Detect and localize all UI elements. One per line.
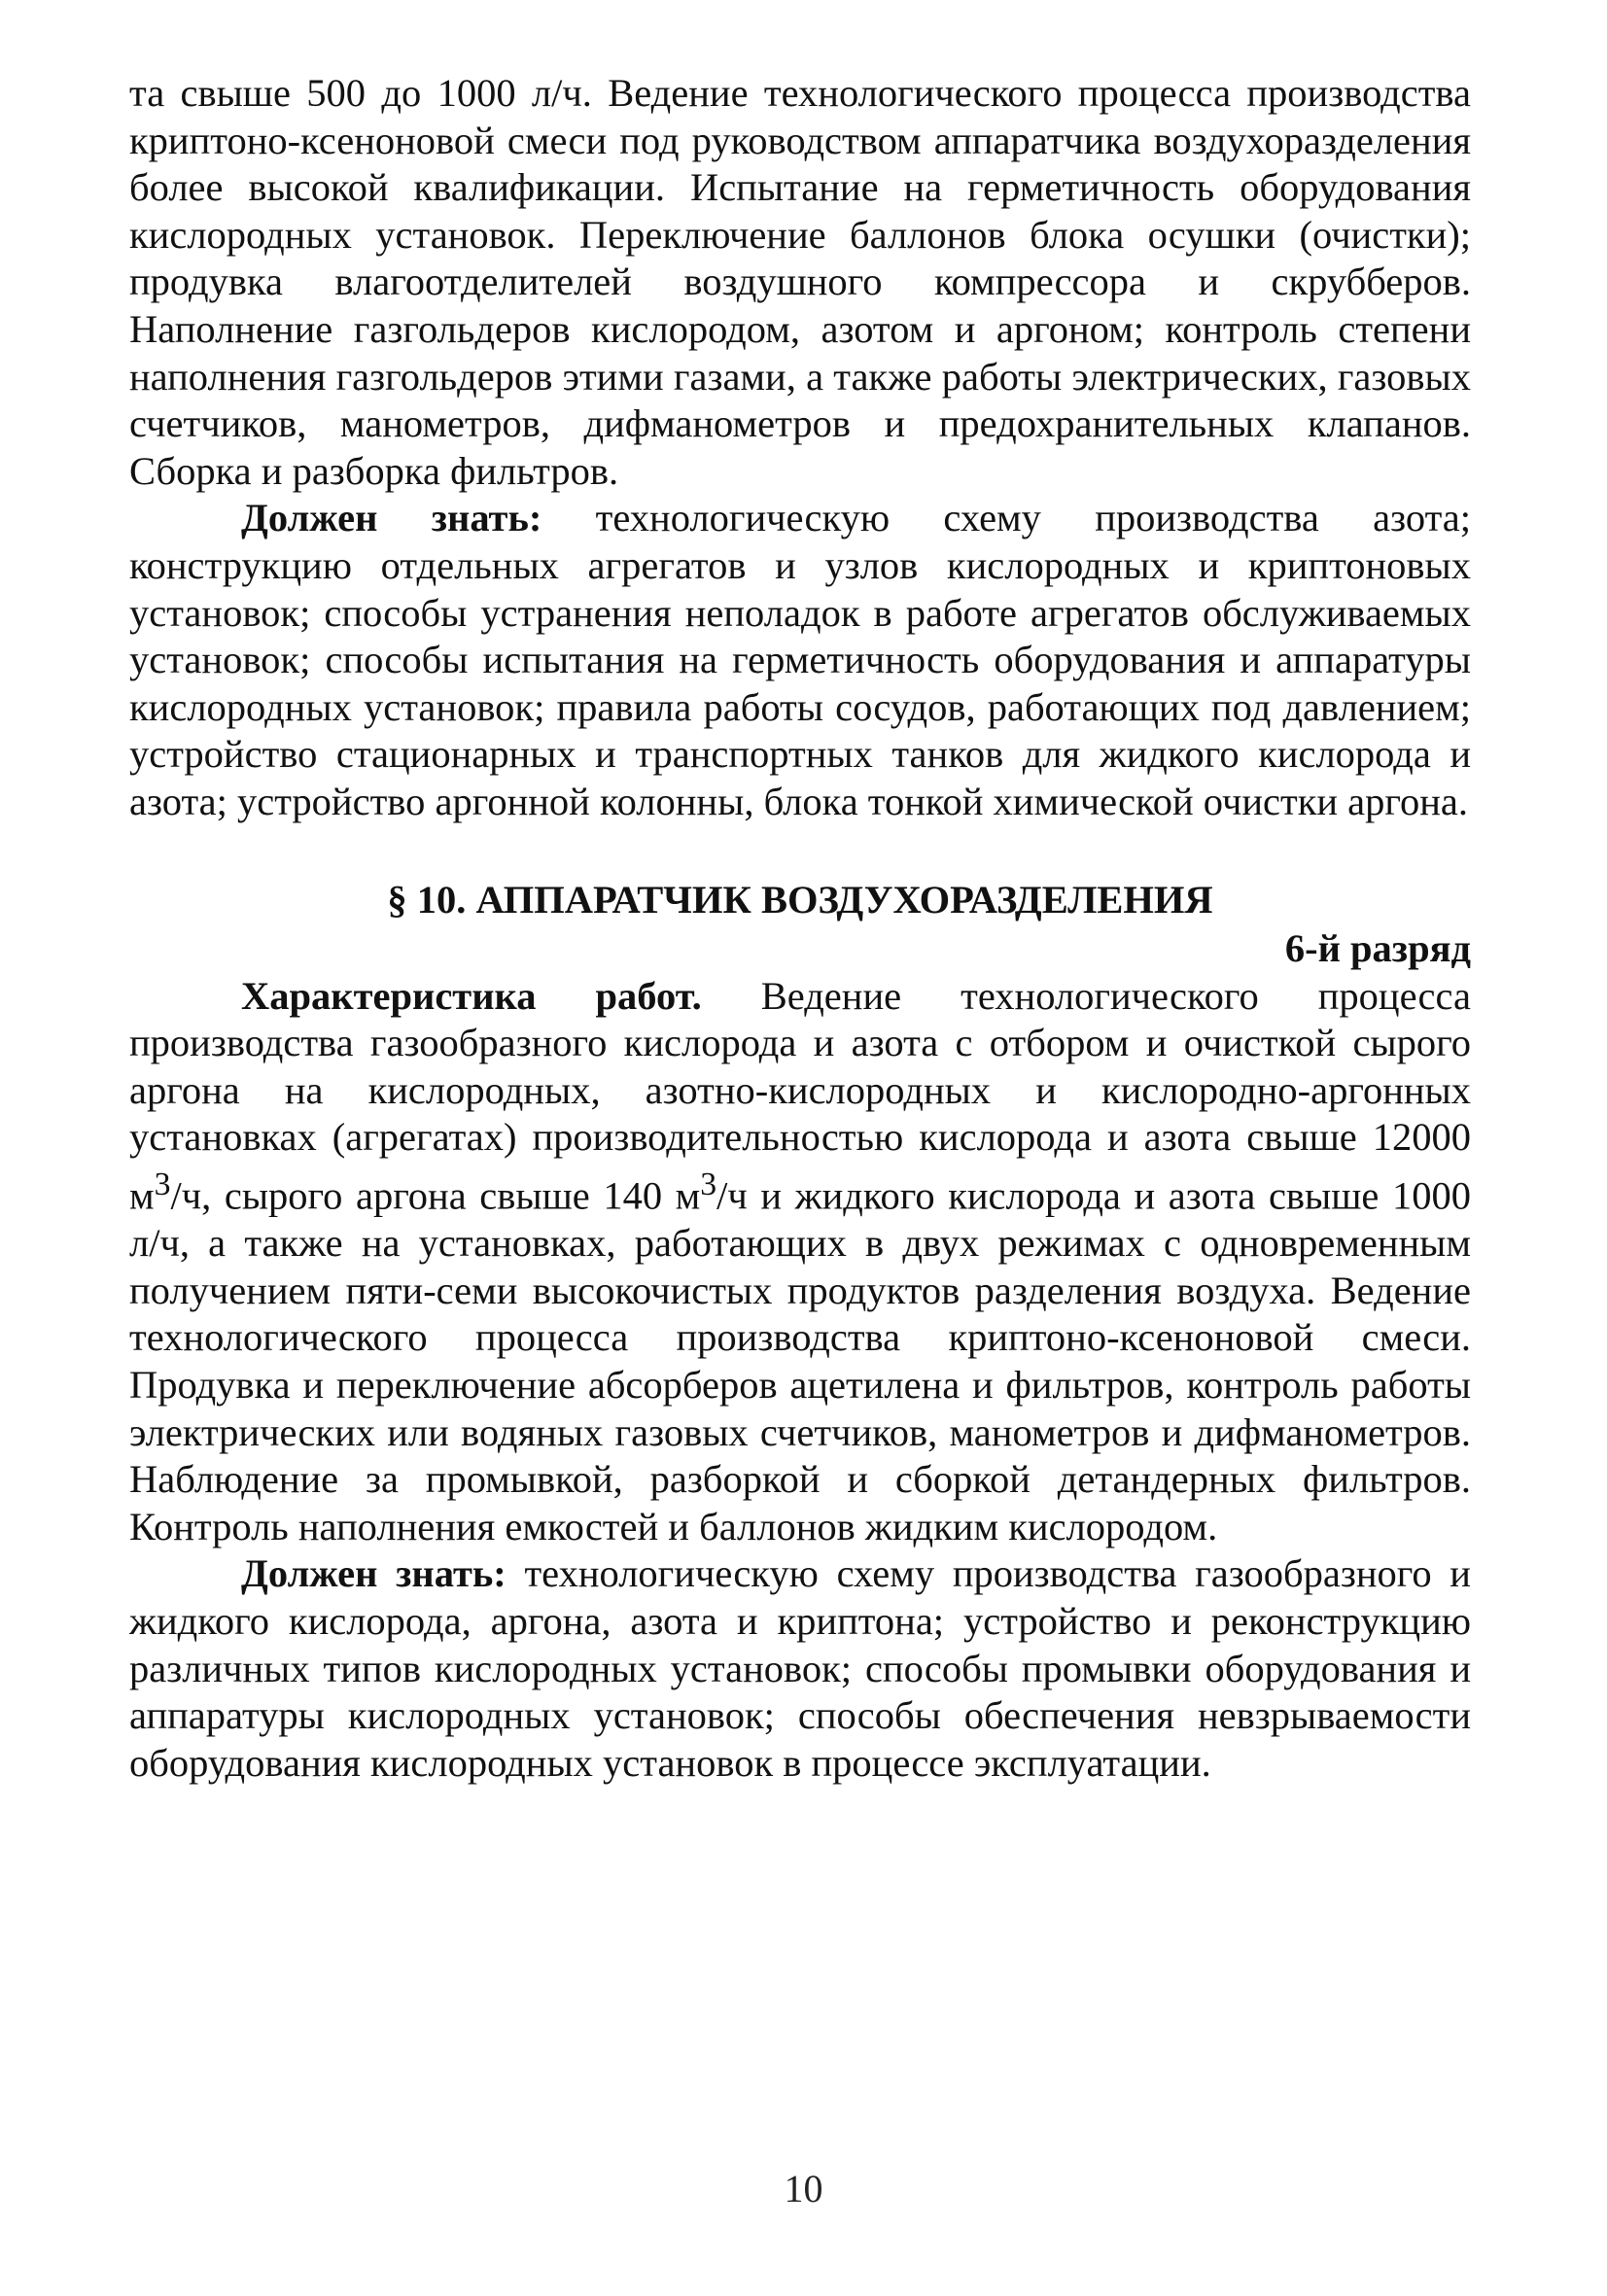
page-number: 10 — [784, 2167, 823, 2210]
characteristics-label: Характеристика работ. — [241, 973, 702, 1018]
superscript-cubic-2: 3 — [700, 1166, 717, 1203]
page-content — [129, 70, 1471, 1787]
paragraph-continuation: та свыше 500 до 1000 л/ч. Ведение технологического процесса производства криптоно-ксеноновой смеси под руководством аппаратчика воздухоразделения более высокой квалификации. Испытание на герметичность оборудования кислородных установок. Переключение баллонов блока осушки (очистки); продувка влагоотделителей воздушного компрессора и скрубберов. Наполнение газгольдеров кислородом, азотом и аргоном; контроль степени наполнения газгольдеров этими газами, а также работы электрических, газовых счетчиков, манометров, дифманометров и предохранительных клапанов. Сборка и разборка фильтров. — [129, 71, 1471, 493]
paragraph-must-know-2 — [129, 1550, 1471, 1787]
characteristics-text-a: Ведение технологического процесса производства газообразного кислорода и азота с отбором и очисткой сырого аргона на кислородных, азотно-кислородных и кислородно-аргонных установках (агрегатах) производительностью кислорода и азота свыше 12000 м — [129, 973, 1471, 1218]
paragraph-must-know-1 — [129, 495, 1471, 825]
must-know-text-1: технологическую схему производства азота; конструкцию отдельных агрегатов и узлов кислородных и криптоновых установок; способы устранения неполадок в работе агрегатов обслуживаемых установок; способы испытания на герметичность оборудования и аппаратуры кислородных установок; правила работы сосудов, работающих под давлением; устройство стационарных и транспортных танков для жидкого кислорода и азота; устройство аргонной колонны, блока тонкой химической очистки аргона. — [129, 496, 1471, 823]
section-title: § 10. АППАРАТЧИК ВОЗДУХОРАЗДЕЛЕНИЯ — [387, 877, 1213, 922]
must-know-label-2: Должен знать: — [241, 1551, 507, 1596]
paragraph-characteristics — [129, 973, 1471, 1551]
must-know-text-2: технологическую схему производства газообразного и жидкого кислорода, аргона, азота и криптона; устройство и реконструкцию различных типов кислородных установок; способы промывки оборудования и аппаратуры кислородных установок; способы обеспечения невзрываемости оборудования кислородных установок в процессе эксплуатации. — [129, 1551, 1471, 1785]
superscript-cubic-1: 3 — [154, 1166, 171, 1203]
characteristics-text-c: /ч и жидкого кислорода и азота свыше 1000 л/ч, а также на установках, работающих в двух режимах с одновременным получением пяти-семи высокочистых продуктов разделения воздуха. Ведение технологического процесса производства криптоно-ксеноновой смеси. Продувка и переключение абсорберов ацетилена и фильтров, контроль работы электрических или водяных газовых счетчиков, манометров и дифманометров. Наблюдение за промывкой, разборкой и сборкой детандерных фильтров. Контроль наполнения емкостей и баллонов жидким кислородом. — [129, 1173, 1471, 1548]
must-know-label-1: Должен знать: — [241, 496, 542, 540]
characteristics-text-b: /ч, сырого аргона свыше 140 м — [170, 1173, 701, 1218]
grade-label: 6-й разряд — [1284, 926, 1471, 971]
